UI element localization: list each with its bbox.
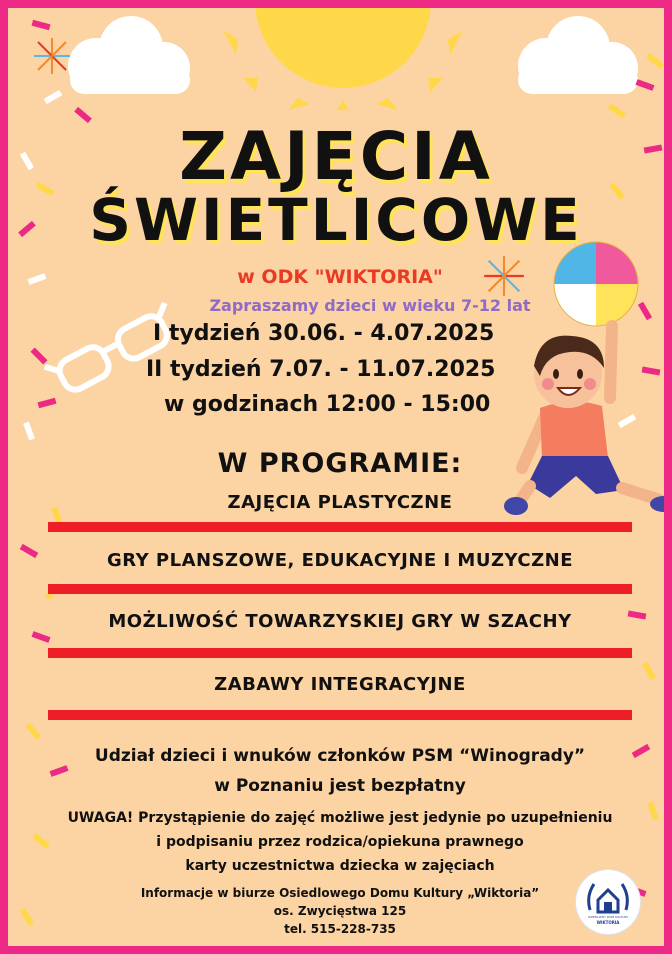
confetti	[32, 631, 51, 643]
hours: w godzinach 12:00 - 15:00	[164, 392, 491, 417]
odk-logo	[576, 870, 640, 934]
title-line2: ŚWIETLICOWE	[89, 186, 583, 254]
sun-icon	[218, 0, 468, 110]
cloud-icon	[506, 16, 646, 96]
footer-info: Informacje w biurze Osiedlowego Domu Kultury „Wiktoria”	[140, 886, 540, 900]
program-item: GRY PLANSZOWE, EDUKACYJNE I MUZYCZNE	[106, 550, 574, 571]
logo-text-line2: WIKTORIA	[596, 920, 620, 925]
footer-address: os. Zwycięstwa 125	[273, 904, 407, 918]
free-participation-line1: Udział dzieci i wnuków członków PSM “Winogrady”	[94, 746, 586, 766]
firework-icon	[32, 36, 72, 76]
program-item: ZAJĘCIA PLASTYCZNE	[227, 492, 453, 513]
child-illustration	[500, 308, 672, 520]
week2-dates: II tydzień 7.07. - 11.07.2025	[146, 357, 496, 382]
confetti	[646, 53, 664, 69]
divider	[48, 710, 632, 720]
divider	[48, 584, 632, 594]
warning-line2: i podpisaniu przez rodzica/opiekuna prawnego	[156, 834, 524, 850]
title-line1: ZAJĘCIA	[179, 118, 493, 195]
free-participation-line2: w Poznaniu jest bezpłatny	[214, 776, 466, 796]
cloud-icon	[56, 16, 196, 96]
footer-phone: tel. 515-228-735	[284, 922, 396, 936]
divider	[48, 648, 632, 658]
logo-text-line1: OSIEDLOWY DOM KULTURY	[587, 915, 629, 919]
confetti	[32, 20, 51, 30]
confetti	[44, 90, 63, 104]
program-item: MOŻLIWOŚĆ TOWARZYSKIEJ GRY W SZACHY	[108, 611, 572, 632]
warning-line1: UWAGA! Przystąpienie do zajęć możliwe jest jedynie po uzupełnieniu	[67, 810, 613, 826]
week1-dates: I tydzień 30.06. - 4.07.2025	[153, 321, 495, 346]
confetti	[608, 103, 626, 118]
divider	[48, 522, 632, 532]
age-invitation: Zapraszamy dzieci w wieku 7-12 lat	[209, 296, 531, 315]
program-heading: W PROGRAMIE:	[217, 448, 463, 479]
warning-line3: karty uczestnictwa dziecka w zajęciach	[185, 858, 495, 874]
confetti	[38, 398, 57, 408]
odk-subtitle: w ODK "WIKTORIA"	[237, 266, 443, 288]
confetti	[23, 422, 35, 441]
program-item: ZABAWY INTEGRACYJNE	[214, 674, 466, 695]
confetti	[25, 722, 41, 740]
